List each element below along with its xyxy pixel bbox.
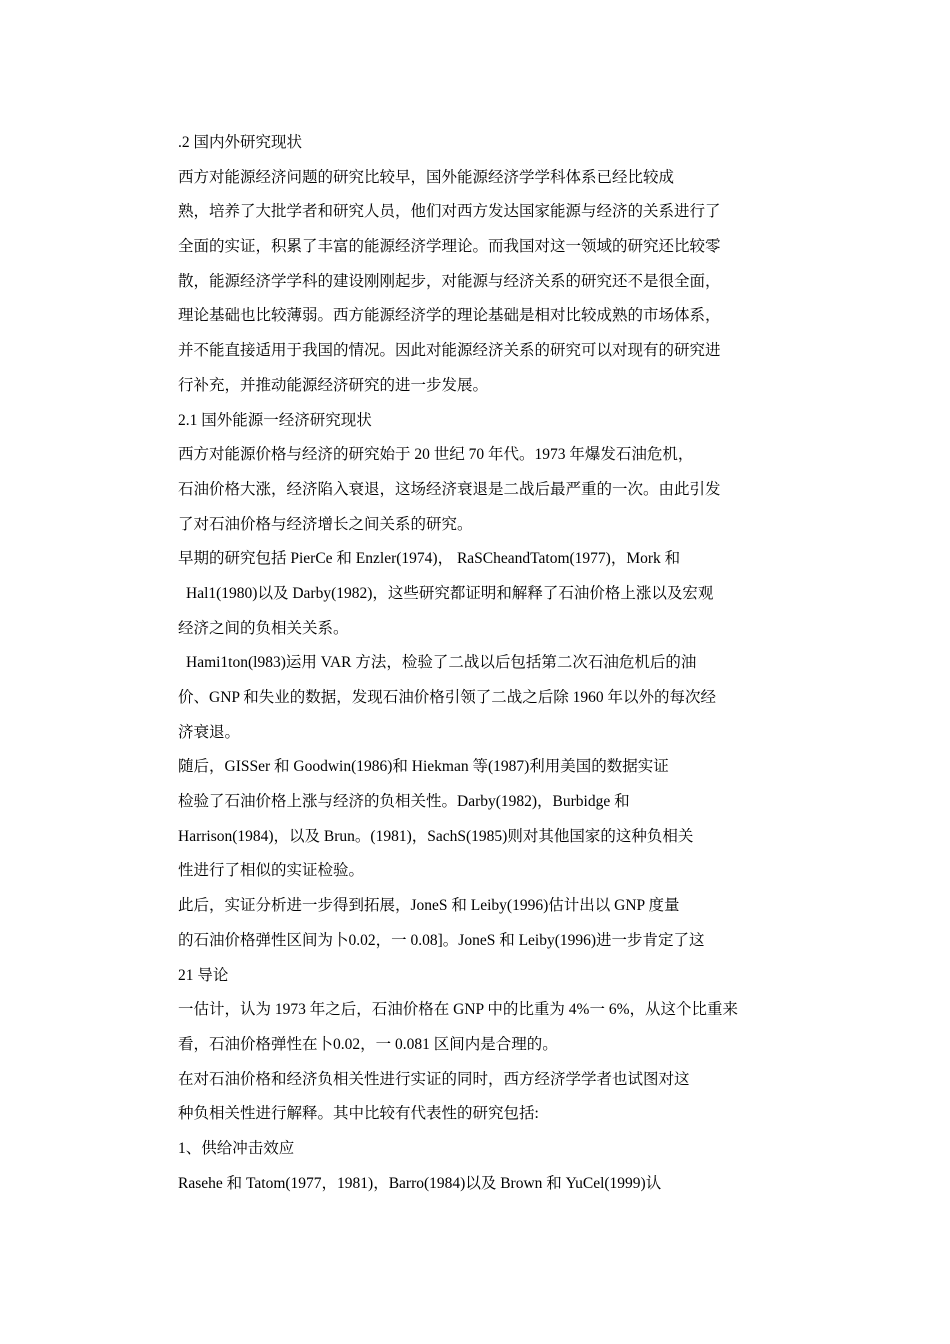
paragraph-line: Hal1(1980)以及 Darby(1982)，这些研究都证明和解释了石油价格上涨以及宏观 bbox=[186, 584, 714, 602]
paragraph-line: 西方对能源经济问题的研究比较早，国外能源经济学学科体系已经比较成 bbox=[178, 168, 675, 186]
paragraph-line: 理论基础也比较薄弱。西方能源经济学的理论基础是相对比较成熟的市场体系， bbox=[178, 307, 721, 325]
paragraph-line: 检验了石油价格上涨与经济的负相关性。Darby(1982)，Burbidge 和 bbox=[178, 793, 630, 811]
paragraph-line: 西方对能源价格与经济的研究始于 20 世纪 70 年代。1973 年爆发石油危机， bbox=[178, 446, 694, 464]
paragraph-line: 经济之间的负相关关系。 bbox=[178, 619, 349, 637]
section-heading: 21 导论 bbox=[178, 966, 229, 984]
paragraph-line: Harrison(1984)，以及 Brun。(1981)，SachS(1985)则对其他国家的这种负相关 bbox=[178, 827, 694, 845]
paragraph-line: 看，石油价格弹性在卜0.02，一 0.081 区间内是合理的。 bbox=[178, 1035, 558, 1053]
paragraph-line: 价、GNP 和失业的数据，发现石油价格引领了二战之后除 1960 年以外的每次经 bbox=[178, 689, 717, 706]
paragraph-line: Hami1ton(l983)运用 VAR 方法，检验了二战以后包括第二次石油危机后的油 bbox=[186, 654, 697, 672]
paragraph-line: 散，能源经济学学科的建设刚刚起步，对能源与经济关系的研究还不是很全面， bbox=[178, 272, 721, 290]
section-heading: 2.1 国外能源一经济研究现状 bbox=[178, 411, 372, 429]
document-body bbox=[178, 126, 818, 1201]
paragraph-line: 随后，GISSer 和 Goodwin(1986)和 Hiekman 等(1987)利用美国的数据实证 bbox=[178, 758, 669, 776]
paragraph-line: 行补充，并推动能源经济研究的进一步发展。 bbox=[178, 376, 489, 394]
paragraph-line: 全面的实证，积累了丰富的能源经济学理论。而我国对这一领域的研究还比较零 bbox=[178, 238, 721, 256]
paragraph-line: Rasehe 和 Tatom(1977，1981)，Barro(1984)以及 Brown 和 YuCel(1999)认 bbox=[178, 1174, 662, 1192]
paragraph-line: 并不能直接适用于我国的情况。因此对能源经济关系的研究可以对现有的研究进 bbox=[178, 342, 721, 360]
paragraph-line: 此后，实证分析进一步得到拓展，JoneS 和 Leiby(1996)估计出以 GNP 度量 bbox=[178, 897, 680, 915]
paragraph-line: 种负相关性进行解释。其中比较有代表性的研究包括: bbox=[178, 1105, 539, 1123]
paragraph-line: 熟，培养了大批学者和研究人员，他们对西方发达国家能源与经济的关系进行了 bbox=[178, 203, 721, 221]
paragraph-line: 早期的研究包括 PierCe 和 Enzler(1974)， RaSCheandTatom(1977)，Mork 和 bbox=[178, 550, 681, 568]
paragraph-line: 石油价格大涨，经济陷入衰退，这场经济衰退是二战后最严重的一次。由此引发 bbox=[178, 480, 721, 498]
paragraph-line: 济衰退。 bbox=[178, 723, 241, 741]
paragraph-line: 的石油价格弹性区间为卜0.02，一 0.08]。JoneS 和 Leiby(1996)进一步肯定了这 bbox=[178, 931, 705, 949]
paragraph-line: 在对石油价格和经济负相关性进行实证的同时，西方经济学学者也试图对这 bbox=[178, 1070, 690, 1088]
paragraph-line: 性进行了相似的实证检验。 bbox=[178, 862, 365, 880]
section-heading: .2 国内外研究现状 bbox=[178, 134, 303, 151]
paragraph-line: 一估计，认为 1973 年之后，石油价格在 GNP 中的比重为 4%一 6%，从这个比重来 bbox=[178, 1001, 739, 1019]
section-heading: 1、供给冲击效应 bbox=[178, 1139, 295, 1157]
paragraph-line: 了对石油价格与经济增长之间关系的研究。 bbox=[178, 515, 473, 533]
